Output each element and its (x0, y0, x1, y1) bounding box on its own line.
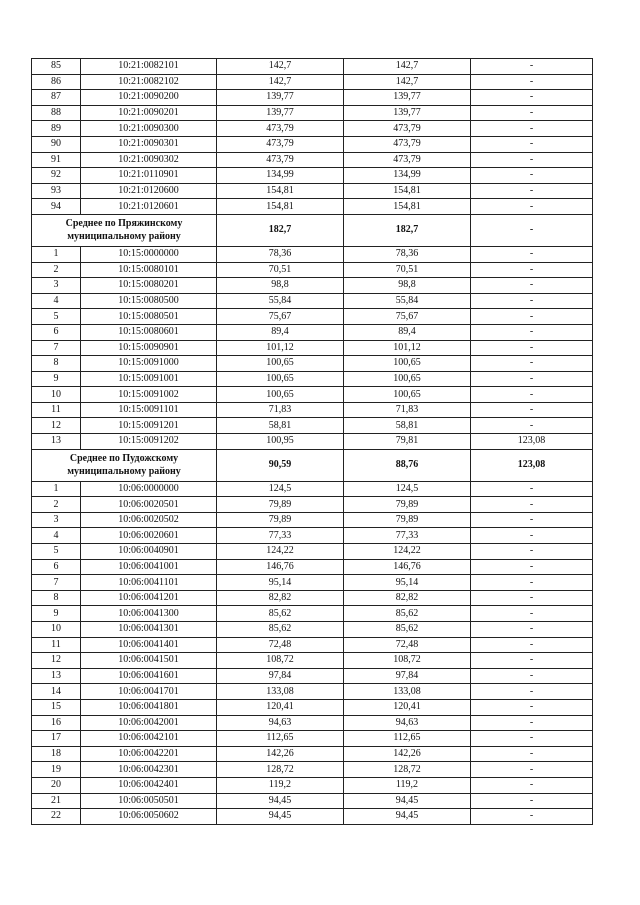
value-cell-2: 133,08 (344, 684, 471, 700)
row-number-cell: 91 (32, 152, 81, 168)
value-cell-3: - (471, 402, 593, 418)
table-row (32, 340, 593, 356)
value-cell-1: 85,62 (217, 606, 344, 622)
row-number-cell: 8 (32, 356, 81, 372)
table-row (32, 512, 593, 528)
value-cell-1: 128,72 (217, 762, 344, 778)
value-cell-1: 142,7 (217, 59, 344, 75)
value-cell-1: 154,81 (217, 183, 344, 199)
cadastral-quarter-cell: 10:15:0091201 (81, 418, 217, 434)
value-cell-1: 78,36 (217, 246, 344, 262)
value-cell-2: 89,4 (344, 324, 471, 340)
cadastral-quarter-cell: 10:06:0050501 (81, 793, 217, 809)
cadastral-quarter-cell: 10:21:0110901 (81, 168, 217, 184)
cadastral-quarter-cell: 10:06:0041601 (81, 668, 217, 684)
table-row (32, 356, 593, 372)
value-cell-1: 75,67 (217, 309, 344, 325)
value-cell-2: 85,62 (344, 606, 471, 622)
value-cell-1: 146,76 (217, 559, 344, 575)
value-cell-3: - (471, 183, 593, 199)
value-cell-3: - (471, 152, 593, 168)
value-cell-1: 97,84 (217, 668, 344, 684)
value-cell-1: 100,65 (217, 387, 344, 403)
cadastral-quarter-cell: 10:15:0091101 (81, 402, 217, 418)
table-row (32, 544, 593, 560)
cadastral-quarter-cell: 10:06:0041101 (81, 575, 217, 591)
table-row (32, 293, 593, 309)
value-cell-2: 154,81 (344, 199, 471, 215)
cadastral-quarter-cell: 10:21:0090301 (81, 136, 217, 152)
table-row (32, 371, 593, 387)
value-cell-1: 71,83 (217, 402, 344, 418)
row-number-cell: 88 (32, 105, 81, 121)
value-cell-3: - (471, 731, 593, 747)
value-cell-3: - (471, 262, 593, 278)
value-cell-3: - (471, 481, 593, 497)
table-row (32, 606, 593, 622)
value-cell-2: 70,51 (344, 262, 471, 278)
value-cell-3: - (471, 340, 593, 356)
value-cell-3: - (471, 309, 593, 325)
value-cell-1: 124,5 (217, 481, 344, 497)
value-cell-3: - (471, 684, 593, 700)
value-cell-2: 154,81 (344, 183, 471, 199)
cadastral-quarter-cell: 10:21:0090200 (81, 90, 217, 106)
value-cell-1: 134,99 (217, 168, 344, 184)
table-row (32, 434, 593, 450)
value-cell-3: - (471, 653, 593, 669)
cadastral-quarter-cell: 10:15:0000000 (81, 246, 217, 262)
value-cell-1: 94,45 (217, 793, 344, 809)
value-cell-2: 100,65 (344, 371, 471, 387)
cadastral-quarter-cell: 10:06:0020502 (81, 512, 217, 528)
table-row (32, 481, 593, 497)
row-number-cell: 18 (32, 746, 81, 762)
table-body (32, 59, 593, 825)
value-cell-1: 85,62 (217, 622, 344, 638)
table-row (32, 793, 593, 809)
value-cell-2: 85,62 (344, 622, 471, 638)
value-cell-3: - (471, 777, 593, 793)
table-row (32, 278, 593, 294)
value-cell-1: 72,48 (217, 637, 344, 653)
cadastral-quarter-cell: 10:06:0050602 (81, 809, 217, 825)
table-row (32, 684, 593, 700)
value-cell-2: 100,65 (344, 356, 471, 372)
value-cell-3: - (471, 809, 593, 825)
row-number-cell: 92 (32, 168, 81, 184)
row-number-cell: 1 (32, 481, 81, 497)
row-number-cell: 12 (32, 653, 81, 669)
row-number-cell: 10 (32, 387, 81, 403)
cadastral-quarter-cell: 10:06:0041501 (81, 653, 217, 669)
cadastral-quarter-cell: 10:21:0090201 (81, 105, 217, 121)
cadastral-quarter-cell: 10:06:0041201 (81, 590, 217, 606)
value-cell-3: - (471, 590, 593, 606)
value-cell-3: 123,08 (471, 434, 593, 450)
value-cell-2: 473,79 (344, 152, 471, 168)
table-row (32, 622, 593, 638)
cadastral-quarter-cell: 10:15:0080601 (81, 324, 217, 340)
cadastral-quarter-cell: 10:15:0091001 (81, 371, 217, 387)
value-cell-2: 94,45 (344, 793, 471, 809)
value-cell-2: 473,79 (344, 136, 471, 152)
table-row (32, 105, 593, 121)
value-cell-1: 133,08 (217, 684, 344, 700)
value-cell-3: - (471, 512, 593, 528)
row-number-cell: 5 (32, 544, 81, 560)
row-number-cell: 13 (32, 434, 81, 450)
value-cell-2: 75,67 (344, 309, 471, 325)
cadastral-quarter-cell: 10:06:0041801 (81, 699, 217, 715)
value-cell-2: 139,77 (344, 105, 471, 121)
value-cell-2: 82,82 (344, 590, 471, 606)
value-cell-1: 473,79 (217, 121, 344, 137)
district-average-label: Среднее по Пудожскому муниципальному району (32, 449, 217, 481)
cadastral-quarter-cell: 10:21:0120600 (81, 183, 217, 199)
value-cell-1: 79,89 (217, 512, 344, 528)
value-cell-1: 120,41 (217, 699, 344, 715)
district-average-row (32, 449, 593, 481)
table-row (32, 559, 593, 575)
value-cell-1: 154,81 (217, 199, 344, 215)
cadastral-quarter-cell: 10:21:0120601 (81, 199, 217, 215)
row-number-cell: 21 (32, 793, 81, 809)
value-cell-1: 82,82 (217, 590, 344, 606)
row-number-cell: 94 (32, 199, 81, 215)
value-cell-1: 124,22 (217, 544, 344, 560)
row-number-cell: 11 (32, 637, 81, 653)
value-cell-1: 94,45 (217, 809, 344, 825)
table-row (32, 324, 593, 340)
district-average-value: 90,59 (217, 449, 344, 481)
table-row (32, 309, 593, 325)
row-number-cell: 9 (32, 371, 81, 387)
value-cell-2: 124,22 (344, 544, 471, 560)
cadastral-quarter-cell: 10:15:0080500 (81, 293, 217, 309)
row-number-cell: 7 (32, 575, 81, 591)
district-average-label: Среднее по Пряжинскому муниципальному району (32, 214, 217, 246)
value-cell-3: - (471, 246, 593, 262)
value-cell-2: 142,26 (344, 746, 471, 762)
table-row (32, 575, 593, 591)
row-number-cell: 85 (32, 59, 81, 75)
cadastral-quarter-cell: 10:06:0040901 (81, 544, 217, 560)
row-number-cell: 20 (32, 777, 81, 793)
value-cell-2: 101,12 (344, 340, 471, 356)
cadastral-quarter-cell: 10:06:0041001 (81, 559, 217, 575)
cadastral-quarter-cell: 10:21:0082101 (81, 59, 217, 75)
value-cell-3: - (471, 668, 593, 684)
value-cell-3: - (471, 74, 593, 90)
row-number-cell: 7 (32, 340, 81, 356)
cadastral-quarter-cell: 10:21:0090300 (81, 121, 217, 137)
cadastral-quarter-cell: 10:06:0041300 (81, 606, 217, 622)
table-row (32, 74, 593, 90)
cadastral-quarter-cell: 10:06:0042101 (81, 731, 217, 747)
value-cell-3: - (471, 59, 593, 75)
value-cell-2: 55,84 (344, 293, 471, 309)
value-cell-2: 79,81 (344, 434, 471, 450)
row-number-cell: 3 (32, 278, 81, 294)
table-row (32, 136, 593, 152)
value-cell-2: 108,72 (344, 653, 471, 669)
value-cell-3: - (471, 356, 593, 372)
value-cell-2: 120,41 (344, 699, 471, 715)
cadastral-quarter-cell: 10:06:0020601 (81, 528, 217, 544)
value-cell-1: 142,7 (217, 74, 344, 90)
table-row (32, 387, 593, 403)
value-cell-3: - (471, 90, 593, 106)
value-cell-1: 139,77 (217, 90, 344, 106)
district-average-value: 88,76 (344, 449, 471, 481)
cadastral-quarter-cell: 10:15:0080501 (81, 309, 217, 325)
value-cell-3: - (471, 497, 593, 513)
value-cell-2: 94,63 (344, 715, 471, 731)
table-row (32, 402, 593, 418)
row-number-cell: 90 (32, 136, 81, 152)
value-cell-3: - (471, 387, 593, 403)
table-row (32, 183, 593, 199)
table-row (32, 262, 593, 278)
value-cell-2: 72,48 (344, 637, 471, 653)
table-row (32, 59, 593, 75)
district-average-value: 182,7 (217, 214, 344, 246)
value-cell-2: 134,99 (344, 168, 471, 184)
row-number-cell: 4 (32, 293, 81, 309)
table-row (32, 121, 593, 137)
value-cell-1: 77,33 (217, 528, 344, 544)
cadastral-quarter-cell: 10:06:0041401 (81, 637, 217, 653)
row-number-cell: 10 (32, 622, 81, 638)
table-row (32, 731, 593, 747)
row-number-cell: 6 (32, 559, 81, 575)
cadastral-quarter-cell: 10:21:0082102 (81, 74, 217, 90)
value-cell-3: - (471, 121, 593, 137)
value-cell-2: 79,89 (344, 512, 471, 528)
row-number-cell: 19 (32, 762, 81, 778)
value-cell-3: - (471, 528, 593, 544)
value-cell-1: 142,26 (217, 746, 344, 762)
value-cell-3: - (471, 136, 593, 152)
row-number-cell: 8 (32, 590, 81, 606)
table-row (32, 199, 593, 215)
value-cell-3: - (471, 418, 593, 434)
cadastral-quarter-cell: 10:15:0080101 (81, 262, 217, 278)
table-row (32, 777, 593, 793)
value-cell-2: 473,79 (344, 121, 471, 137)
table-row (32, 746, 593, 762)
table-row (32, 699, 593, 715)
table-row (32, 809, 593, 825)
row-number-cell: 17 (32, 731, 81, 747)
row-number-cell: 3 (32, 512, 81, 528)
value-cell-1: 100,95 (217, 434, 344, 450)
row-number-cell: 14 (32, 684, 81, 700)
value-cell-3: - (471, 622, 593, 638)
value-cell-2: 79,89 (344, 497, 471, 513)
cadastral-quarter-cell: 10:06:0042401 (81, 777, 217, 793)
value-cell-2: 142,7 (344, 74, 471, 90)
value-cell-1: 79,89 (217, 497, 344, 513)
value-cell-2: 128,72 (344, 762, 471, 778)
value-cell-1: 89,4 (217, 324, 344, 340)
cadastral-quarter-cell: 10:06:0041301 (81, 622, 217, 638)
cadastral-quarter-cell: 10:15:0090901 (81, 340, 217, 356)
value-cell-3: - (471, 699, 593, 715)
cadastral-quarter-cell: 10:15:0091000 (81, 356, 217, 372)
value-cell-1: 108,72 (217, 653, 344, 669)
table-row (32, 497, 593, 513)
value-cell-2: 77,33 (344, 528, 471, 544)
value-cell-2: 95,14 (344, 575, 471, 591)
value-cell-1: 139,77 (217, 105, 344, 121)
row-number-cell: 6 (32, 324, 81, 340)
row-number-cell: 87 (32, 90, 81, 106)
value-cell-2: 97,84 (344, 668, 471, 684)
value-cell-3: - (471, 199, 593, 215)
value-cell-3: - (471, 105, 593, 121)
cadastral-quarter-cell: 10:15:0091002 (81, 387, 217, 403)
table-row (32, 637, 593, 653)
table-row (32, 668, 593, 684)
row-number-cell: 11 (32, 402, 81, 418)
row-number-cell: 86 (32, 74, 81, 90)
value-cell-2: 98,8 (344, 278, 471, 294)
table-row (32, 715, 593, 731)
value-cell-1: 58,81 (217, 418, 344, 434)
value-cell-3: - (471, 293, 593, 309)
cadastral-quarter-cell: 10:06:0041701 (81, 684, 217, 700)
value-cell-1: 473,79 (217, 152, 344, 168)
district-average-value: 123,08 (471, 449, 593, 481)
value-cell-1: 101,12 (217, 340, 344, 356)
value-cell-2: 71,83 (344, 402, 471, 418)
value-cell-1: 119,2 (217, 777, 344, 793)
row-number-cell: 4 (32, 528, 81, 544)
table-row (32, 762, 593, 778)
value-cell-2: 124,5 (344, 481, 471, 497)
row-number-cell: 93 (32, 183, 81, 199)
value-cell-2: 94,45 (344, 809, 471, 825)
table-row (32, 90, 593, 106)
district-average-value: 182,7 (344, 214, 471, 246)
value-cell-3: - (471, 324, 593, 340)
cadastral-quarter-cell: 10:06:0042001 (81, 715, 217, 731)
value-cell-3: - (471, 715, 593, 731)
value-cell-3: - (471, 793, 593, 809)
row-number-cell: 16 (32, 715, 81, 731)
cadastral-quarter-cell: 10:06:0042301 (81, 762, 217, 778)
row-number-cell: 5 (32, 309, 81, 325)
cadastral-quarter-cell: 10:21:0090302 (81, 152, 217, 168)
row-number-cell: 2 (32, 497, 81, 513)
value-cell-3: - (471, 559, 593, 575)
value-cell-3: - (471, 575, 593, 591)
value-cell-3: - (471, 371, 593, 387)
row-number-cell: 2 (32, 262, 81, 278)
row-number-cell: 1 (32, 246, 81, 262)
table-row (32, 246, 593, 262)
cadastral-quarter-cell: 10:06:0000000 (81, 481, 217, 497)
value-cell-2: 100,65 (344, 387, 471, 403)
cadastral-quarter-cell: 10:15:0091202 (81, 434, 217, 450)
row-number-cell: 13 (32, 668, 81, 684)
value-cell-3: - (471, 762, 593, 778)
table-row (32, 528, 593, 544)
value-cell-2: 112,65 (344, 731, 471, 747)
table-row (32, 418, 593, 434)
row-number-cell: 89 (32, 121, 81, 137)
value-cell-1: 55,84 (217, 293, 344, 309)
value-cell-2: 139,77 (344, 90, 471, 106)
district-average-row (32, 214, 593, 246)
table-row (32, 653, 593, 669)
value-cell-3: - (471, 746, 593, 762)
row-number-cell: 22 (32, 809, 81, 825)
value-cell-3: - (471, 606, 593, 622)
table-row (32, 152, 593, 168)
district-average-value: - (471, 214, 593, 246)
value-cell-3: - (471, 544, 593, 560)
cadastral-quarter-cell: 10:06:0020501 (81, 497, 217, 513)
value-cell-3: - (471, 637, 593, 653)
value-cell-1: 95,14 (217, 575, 344, 591)
value-cell-2: 58,81 (344, 418, 471, 434)
value-cell-1: 98,8 (217, 278, 344, 294)
value-cell-1: 473,79 (217, 136, 344, 152)
value-cell-3: - (471, 278, 593, 294)
cadastral-quarter-cell: 10:15:0080201 (81, 278, 217, 294)
value-cell-1: 112,65 (217, 731, 344, 747)
row-number-cell: 9 (32, 606, 81, 622)
row-number-cell: 15 (32, 699, 81, 715)
value-cell-1: 100,65 (217, 356, 344, 372)
table-row (32, 590, 593, 606)
value-cell-2: 142,7 (344, 59, 471, 75)
value-cell-1: 70,51 (217, 262, 344, 278)
cadastral-values-table (31, 58, 593, 825)
value-cell-1: 100,65 (217, 371, 344, 387)
value-cell-3: - (471, 168, 593, 184)
cadastral-quarter-cell: 10:06:0042201 (81, 746, 217, 762)
value-cell-2: 119,2 (344, 777, 471, 793)
value-cell-2: 146,76 (344, 559, 471, 575)
row-number-cell: 12 (32, 418, 81, 434)
table-row (32, 168, 593, 184)
value-cell-2: 78,36 (344, 246, 471, 262)
value-cell-1: 94,63 (217, 715, 344, 731)
